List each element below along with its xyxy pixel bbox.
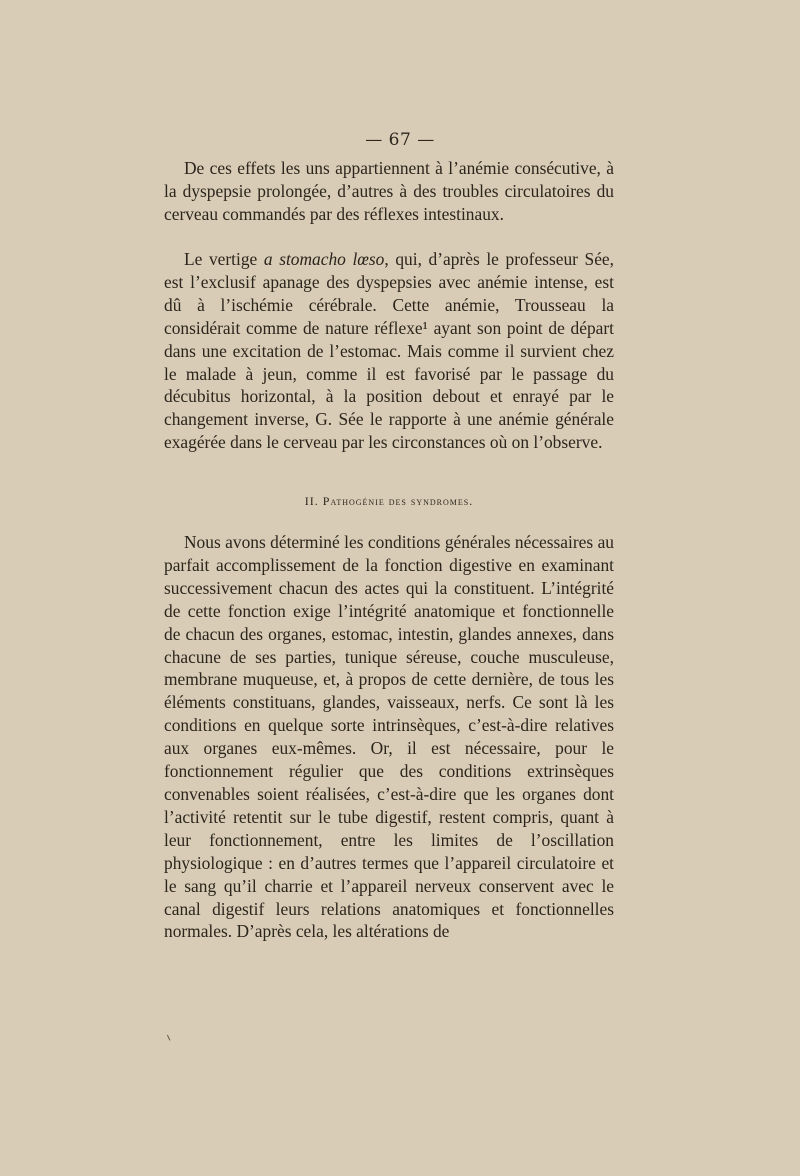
paragraph-1: [164, 157, 614, 226]
section-heading-title: Pathogénie des syndromes.: [322, 494, 474, 508]
section-heading-number: II.: [304, 494, 319, 508]
paragraph-3: [164, 531, 614, 943]
page-number: — 67 —: [365, 130, 435, 150]
section-heading: [164, 494, 614, 509]
paragraph-2-italic-phrase: a stomacho lœso: [263, 249, 385, 269]
ink-mark: [167, 1033, 173, 1040]
paragraph-2: [164, 248, 614, 454]
paragraph-2-start: Le vertige: [184, 249, 264, 269]
paragraph-3-text: Nous avons déterminé les conditions générales nécessaires au parfait accomplissement de la fonction digestive en examinant successivement chacun des actes qui la constituent. L’intégrité de cette fonction exige l’intégrité anatomique et fonctionnelle de chacun des organes, estomac, intestin, glandes annexes, dans chacune de ses parties, tunique séreuse, couche musculeuse, membrane muqueuse, et, à propos de cette dernière, de tous les éléments constituans, glandes, vaisseaux, nerfs. Ce sont là les conditions en quelque sorte intrinsèques, c’est-à-dire relatives aux organes eux-mêmes. Or, il est nécessaire, pour le fonctionnement régulier que des conditions extrinsèques convenables soient réalisées, c’est-à-dire que les organes dont l’activité retentit sur le tube digestif, restent compris, quant à leur fonctionnement, entre les limites de l’oscillation physiologique : en d’autres termes que l’appareil circulatoire et le sang qu’il charrie et l’appareil nerveux conservent avec le canal digestif leurs relations anatomiques et fonctionnelles normales. D’après cela, les altérations de: [164, 532, 614, 942]
paragraph-2-text: [164, 248, 614, 454]
paragraph-2-rest: , qui, d’après le professeur Sée, est l’exclusif apanage des dyspepsies avec anémie intense, est dû à l’ischémie cérébrale. Cette anémie, Trousseau la considérait comme de nature réflexe¹ ayant son point de départ dans une excitation de l’estomac. Mais comme il survient chez le malade à jeun, comme il est favorisé par le passage du décubitus horizontal, à la position debout et enrayé par le changement inverse, G. Sée le rapporte à une anémie générale exagérée dans le cerveau par les circonstances où on l’observe.: [164, 249, 615, 453]
paragraph-1-text: De ces effets les uns appartiennent à l’anémie consécutive, à la dyspepsie prolongée, d’autres à des troubles circulatoires du cerveau commandés par des réflexes intestinaux.: [164, 158, 614, 224]
